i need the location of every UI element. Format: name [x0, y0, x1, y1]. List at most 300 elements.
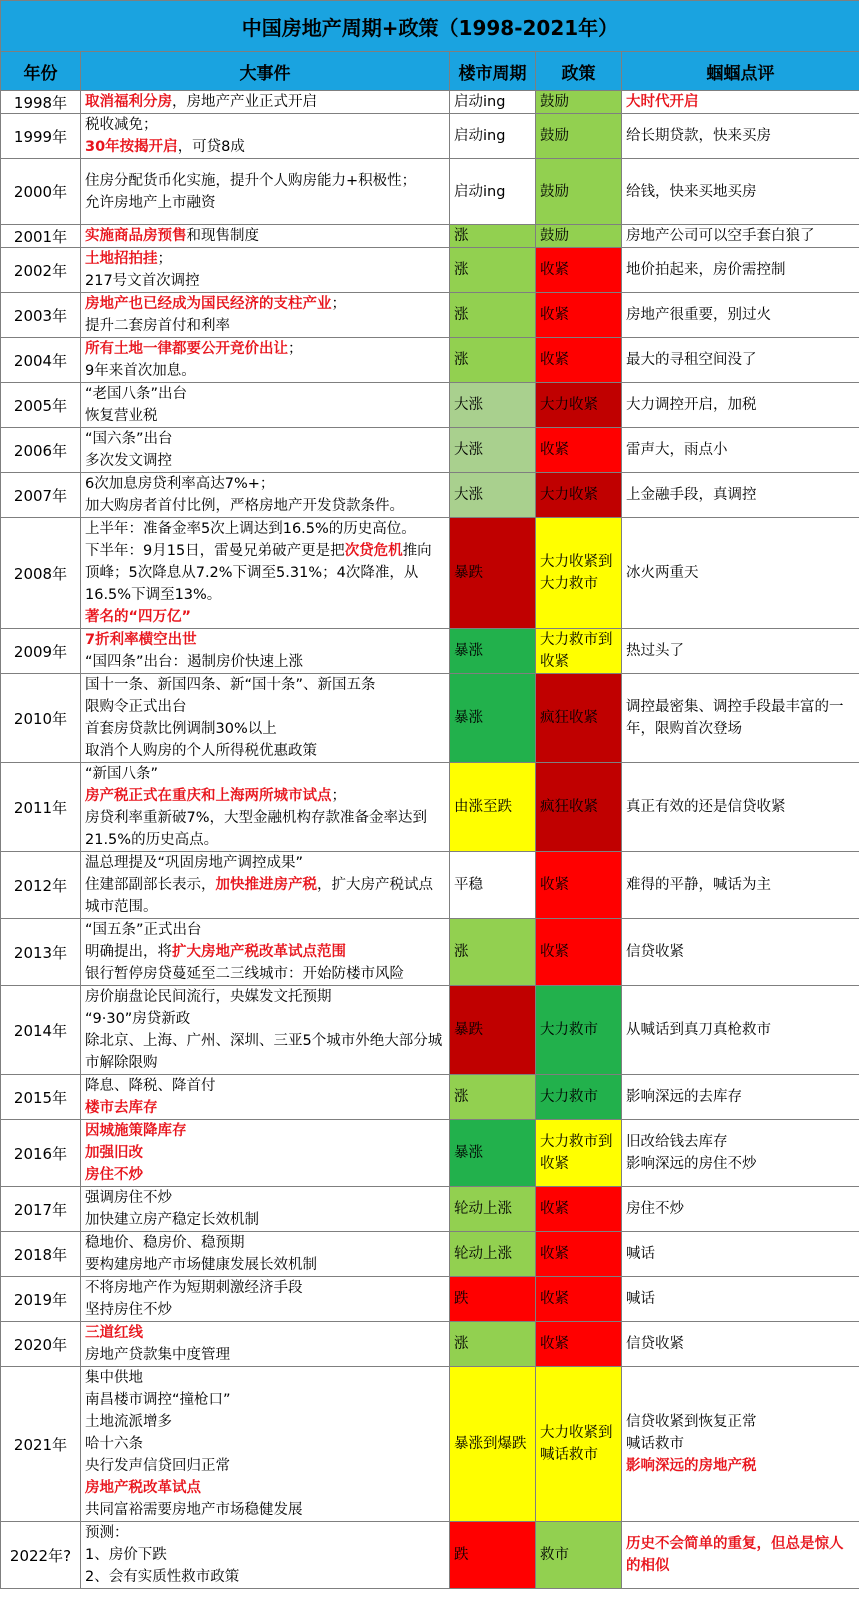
highlight-text: 历史不会简单的重复，但总是惊人的相似: [626, 1536, 844, 1574]
events-cell: [81, 473, 450, 518]
event-line: [85, 763, 445, 785]
text-segment: 房地产公司可以空手套白狼了: [626, 228, 815, 244]
text-segment: “国六条”出台: [85, 431, 173, 447]
comment-cell: [622, 225, 859, 248]
table-row: [1, 629, 859, 674]
table-row: [1, 91, 859, 114]
policy-cell: 疯狂收紧: [536, 763, 622, 852]
comment-line: [626, 1411, 855, 1433]
event-line: [85, 919, 445, 941]
event-line: [85, 740, 445, 762]
comment-line: [626, 181, 855, 203]
events-cell: [81, 1522, 450, 1589]
text-segment: 冰火两重天: [626, 565, 699, 581]
event-line: [85, 248, 445, 270]
policy-cell: 收紧: [536, 293, 622, 338]
event-line: [85, 360, 445, 382]
text-segment: 降息、降税、降首付: [85, 1078, 216, 1094]
comment-cell: [622, 91, 859, 114]
year-cell: 2019年: [1, 1277, 81, 1322]
cycle-cell: 涨: [450, 225, 536, 248]
event-line: [85, 170, 445, 192]
event-line: [85, 1322, 445, 1344]
event-line: [85, 428, 445, 450]
cycle-cell: 涨: [450, 293, 536, 338]
comment-cell: [622, 473, 859, 518]
text-segment: 银行暂停房贷蔓延至二三线城市：开始防楼市风险: [85, 966, 404, 982]
text-segment: ；: [288, 341, 303, 357]
year-cell: 2018年: [1, 1232, 81, 1277]
header-year: 年份: [1, 52, 81, 91]
policy-cell: 大力收紧: [536, 383, 622, 428]
events-cell: [81, 629, 450, 674]
text-segment: 加快建立房产稳定长效机制: [85, 1212, 259, 1228]
events-cell: [81, 919, 450, 986]
cycle-cell: 暴跌: [450, 518, 536, 629]
events-cell: [81, 428, 450, 473]
text-segment: 从喊话到真刀真枪救市: [626, 1022, 771, 1038]
event-line: [85, 114, 445, 136]
comment-line: [626, 796, 855, 818]
text-segment: 恢复营业税: [85, 408, 158, 424]
event-line: [85, 874, 445, 918]
policy-cell: 收紧: [536, 248, 622, 293]
text-segment: 强调房住不炒: [85, 1190, 172, 1206]
comment-cell: [622, 1367, 859, 1522]
comment-cell: [622, 1277, 859, 1322]
text-segment: 明确提出，将: [85, 944, 172, 960]
text-segment: 给长期贷款，快来买房: [626, 128, 771, 144]
table-row: [1, 293, 859, 338]
year-cell: 1998年: [1, 91, 81, 114]
text-segment: 下半年：9月15日，雷曼兄弟破产更是把: [85, 543, 345, 559]
highlight-text: 次贷危机: [344, 543, 403, 559]
policy-cell: 大力救市: [536, 986, 622, 1075]
text-segment: 和现售制度: [186, 228, 259, 244]
year-cell: 2005年: [1, 383, 81, 428]
text-segment: 地价拍起来，房价需控制: [626, 262, 786, 278]
table-row: [1, 383, 859, 428]
year-cell: 2015年: [1, 1075, 81, 1120]
cycle-cell: 轮动上涨: [450, 1232, 536, 1277]
year-cell: 2001年: [1, 225, 81, 248]
text-segment: 真正有效的还是信贷收紧: [626, 799, 786, 815]
header-policy: 政策: [536, 52, 622, 91]
year-cell: 1999年: [1, 114, 81, 159]
comment-line: [626, 1131, 855, 1153]
header-comment: 蝈蝈点评: [622, 52, 859, 91]
event-line: [85, 1455, 445, 1477]
event-line: [85, 1008, 445, 1030]
event-line: [85, 1566, 445, 1588]
text-segment: 难得的平静，喊话为主: [626, 877, 771, 893]
table-row: [1, 852, 859, 919]
year-cell: 2011年: [1, 763, 81, 852]
highlight-text: 7折利率横空出世: [85, 632, 197, 648]
text-segment: 房住不炒: [626, 1201, 684, 1217]
text-segment: “国四条”出台：遏制房价快速上涨: [85, 654, 304, 670]
highlight-text: 房地产也已经成为国民经济的支柱产业: [85, 296, 332, 312]
table-row: [1, 1075, 859, 1120]
text-segment: 1、房价下跌: [85, 1547, 167, 1563]
comment-cell: [622, 919, 859, 986]
policy-cell: 大力救市: [536, 1075, 622, 1120]
comment-line: [626, 91, 855, 113]
comment-line: [626, 1086, 855, 1108]
event-line: [85, 540, 445, 606]
policy-cell: 收紧: [536, 1322, 622, 1367]
comment-line: [626, 874, 855, 896]
year-cell: 2006年: [1, 428, 81, 473]
text-segment: 房地产贷款集中度管理: [85, 1347, 230, 1363]
events-cell: [81, 248, 450, 293]
table-row: [1, 518, 859, 629]
cycle-cell: 大涨: [450, 473, 536, 518]
text-segment: 大力调控开启，加税: [626, 397, 757, 413]
cycle-cell: 由涨至跌: [450, 763, 536, 852]
table-row: [1, 1120, 859, 1187]
table-row: [1, 986, 859, 1075]
policy-cell: 疯狂收紧: [536, 674, 622, 763]
events-cell: [81, 674, 450, 763]
comment-line: [626, 259, 855, 281]
comment-line: [626, 1019, 855, 1041]
comment-cell: [622, 1187, 859, 1232]
comment-cell: [622, 114, 859, 159]
cycle-cell: 启动ing: [450, 91, 536, 114]
cycle-cell: 启动ing: [450, 159, 536, 225]
text-segment: 多次发文调控: [85, 453, 172, 469]
text-segment: 共同富裕需要房地产市场稳健发展: [85, 1502, 303, 1518]
event-line: [85, 629, 445, 651]
policy-cell: 大力救市到收紧: [536, 629, 622, 674]
highlight-text: 加强旧改: [85, 1145, 143, 1161]
cycle-cell: 大涨: [450, 428, 536, 473]
highlight-text: 著名的“四万亿”: [85, 609, 192, 625]
cycle-cell: 涨: [450, 1322, 536, 1367]
highlight-text: 扩大房地产税改革试点范围: [172, 944, 346, 960]
events-cell: [81, 1075, 450, 1120]
comment-cell: [622, 1522, 859, 1589]
table-row: [1, 1187, 859, 1232]
text-segment: ；: [157, 251, 172, 267]
event-line: [85, 270, 445, 292]
table-row: [1, 1367, 859, 1522]
year-cell: 2022年?: [1, 1522, 81, 1589]
table-row: [1, 919, 859, 986]
year-cell: 2003年: [1, 293, 81, 338]
table-row: [1, 1277, 859, 1322]
cycle-cell: 大涨: [450, 383, 536, 428]
event-line: [85, 1389, 445, 1411]
comment-cell: [622, 518, 859, 629]
table-row: [1, 114, 859, 159]
policy-cell: 收紧: [536, 1277, 622, 1322]
text-segment: 不将房地产作为短期刺激经济手段: [85, 1280, 303, 1296]
text-segment: 喊话: [626, 1246, 655, 1262]
event-line: [85, 674, 445, 696]
year-cell: 2013年: [1, 919, 81, 986]
highlight-text: 房地产税改革试点: [85, 1480, 201, 1496]
table-row: [1, 225, 859, 248]
highlight-text: 土地招拍挂: [85, 251, 158, 267]
table-row: [1, 428, 859, 473]
table-body: [1, 91, 859, 1589]
year-cell: 2016年: [1, 1120, 81, 1187]
event-line: [85, 1522, 445, 1544]
policy-cell: 收紧: [536, 919, 622, 986]
policy-cell: 救市: [536, 1522, 622, 1589]
event-line: [85, 91, 445, 113]
text-segment: 9年来首次加息。: [85, 363, 196, 379]
event-line: [85, 1411, 445, 1433]
table-row: [1, 674, 859, 763]
text-segment: 限购令正式出台: [85, 699, 187, 715]
comment-line: [626, 1243, 855, 1265]
table-row: [1, 248, 859, 293]
text-segment: 217号文首次调控: [85, 273, 200, 289]
highlight-text: 30年按揭开启: [85, 139, 178, 155]
comment-cell: [622, 338, 859, 383]
comment-line: [626, 125, 855, 147]
text-segment: 取消个人购房的个人所得税优惠政策: [85, 743, 317, 759]
highlight-text: 大时代开启: [626, 94, 699, 110]
highlight-text: 因城施策降库存: [85, 1123, 187, 1139]
event-line: [85, 293, 445, 315]
table-row: [1, 473, 859, 518]
events-cell: [81, 1187, 450, 1232]
event-line: [85, 1030, 445, 1074]
events-cell: [81, 225, 450, 248]
highlight-text: 三道红线: [85, 1325, 143, 1341]
events-cell: [81, 114, 450, 159]
text-segment: “新国八条”: [85, 766, 159, 782]
year-cell: 2012年: [1, 852, 81, 919]
text-segment: 信贷收紧到恢复正常: [626, 1414, 757, 1430]
cycle-cell: 涨: [450, 248, 536, 293]
highlight-text: 房住不炒: [85, 1167, 143, 1183]
policy-cell: 收紧: [536, 338, 622, 383]
event-line: [85, 1097, 445, 1119]
text-segment: ，可贷8成: [177, 139, 245, 155]
events-cell: [81, 293, 450, 338]
event-line: [85, 1433, 445, 1455]
event-line: [85, 1477, 445, 1499]
cycle-cell: 跌: [450, 1277, 536, 1322]
text-segment: 稳地价、稳房价、稳预期: [85, 1235, 245, 1251]
event-line: [85, 606, 445, 628]
event-line: [85, 852, 445, 874]
comment-cell: [622, 293, 859, 338]
year-cell: 2020年: [1, 1322, 81, 1367]
text-segment: 雷声大，雨点小: [626, 442, 728, 458]
text-segment: 房贷利率重新破7%，大型金融机构存款准备金率达到21.5%的历史高点。: [85, 810, 428, 848]
comment-cell: [622, 248, 859, 293]
policy-cell: 大力收紧到喊话救市: [536, 1367, 622, 1522]
comment-cell: [622, 383, 859, 428]
year-cell: 2009年: [1, 629, 81, 674]
policy-cell: 大力收紧到大力救市: [536, 518, 622, 629]
event-line: [85, 473, 445, 495]
event-line: [85, 941, 445, 963]
event-line: [85, 1232, 445, 1254]
events-cell: [81, 986, 450, 1075]
comment-cell: [622, 1232, 859, 1277]
text-segment: ；: [331, 788, 346, 804]
events-cell: [81, 91, 450, 114]
events-cell: [81, 1277, 450, 1322]
comment-line: [626, 696, 855, 740]
comment-cell: [622, 1075, 859, 1120]
policy-cell: 收紧: [536, 852, 622, 919]
event-line: [85, 1120, 445, 1142]
events-cell: [81, 383, 450, 428]
event-line: [85, 986, 445, 1008]
cycle-cell: 暴涨到爆跌: [450, 1367, 536, 1522]
event-line: [85, 1299, 445, 1321]
table-row: [1, 338, 859, 383]
text-segment: 温总理提及“巩固房地产调控成果”: [85, 855, 304, 871]
year-cell: 2021年: [1, 1367, 81, 1522]
event-line: [85, 383, 445, 405]
text-segment: “9·30”房贷新政: [85, 1011, 191, 1027]
event-line: [85, 1499, 445, 1521]
comment-cell: [622, 428, 859, 473]
comment-cell: [622, 1120, 859, 1187]
year-cell: 2017年: [1, 1187, 81, 1232]
event-line: [85, 450, 445, 472]
highlight-text: 加快推进房产税: [215, 877, 317, 893]
cycle-cell: 轮动上涨: [450, 1187, 536, 1232]
comment-line: [626, 941, 855, 963]
text-segment: 土地流派增多: [85, 1414, 172, 1430]
comment-cell: [622, 986, 859, 1075]
text-segment: 房价崩盘论民间流行，央媒发文托预期: [85, 989, 332, 1005]
cycle-cell: 暴涨: [450, 1120, 536, 1187]
table-row: [1, 763, 859, 852]
text-segment: 税收减免；: [85, 117, 158, 133]
event-line: [85, 1544, 445, 1566]
text-segment: ；: [331, 296, 346, 312]
comment-line: [626, 225, 855, 247]
text-segment: ，扩大房产税试点城市范围。: [85, 877, 433, 915]
events-cell: [81, 159, 450, 225]
events-cell: [81, 518, 450, 629]
event-line: [85, 718, 445, 740]
text-segment: 哈十六条: [85, 1436, 143, 1452]
cycle-cell: 跌: [450, 1522, 536, 1589]
comment-line: [626, 1455, 855, 1477]
event-line: [85, 1075, 445, 1097]
year-cell: 2004年: [1, 338, 81, 383]
text-segment: 预测：: [85, 1525, 129, 1541]
events-cell: [81, 1322, 450, 1367]
text-segment: ，房地产产业正式开启: [172, 94, 317, 110]
comment-line: [626, 1433, 855, 1455]
policy-cell: 收紧: [536, 1232, 622, 1277]
table-row: [1, 1522, 859, 1589]
text-segment: 加大购房者首付比例，严格房地产开发贷款条件。: [85, 498, 404, 514]
header-events: 大事件: [81, 52, 450, 91]
text-segment: 上金融手段，真调控: [626, 487, 757, 503]
text-segment: 央行发声信贷回归正常: [85, 1458, 230, 1474]
cycle-cell: 启动ing: [450, 114, 536, 159]
events-cell: [81, 1232, 450, 1277]
event-line: [85, 1254, 445, 1276]
text-segment: 喊话救市: [626, 1436, 684, 1452]
header-cycle: 楼市周期: [450, 52, 536, 91]
text-segment: 允许房地产上市融资: [85, 194, 216, 211]
event-line: [85, 518, 445, 540]
text-segment: 2、会有实质性救市政策: [85, 1569, 240, 1585]
event-line: [85, 696, 445, 718]
comment-line: [626, 640, 855, 662]
policy-cell: 鼓励: [536, 91, 622, 114]
table-row: [1, 1232, 859, 1277]
text-segment: 旧改给钱去库存: [626, 1134, 728, 1150]
comment-cell: [622, 629, 859, 674]
text-segment: 住建部副部长表示，: [85, 877, 216, 893]
text-segment: 给钱，快来买地买房: [626, 183, 757, 200]
comment-line: [626, 349, 855, 371]
event-line: [85, 136, 445, 158]
comment-line: [626, 1533, 855, 1577]
policy-cell: 收紧: [536, 1187, 622, 1232]
text-segment: 信贷收紧: [626, 1336, 684, 1352]
year-cell: 2014年: [1, 986, 81, 1075]
text-segment: 房地产很重要，别过火: [626, 307, 771, 323]
cycle-cell: 涨: [450, 919, 536, 986]
policy-cell: 收紧: [536, 428, 622, 473]
cycle-cell: 涨: [450, 1075, 536, 1120]
text-segment: 信贷收紧: [626, 944, 684, 960]
comment-line: [626, 562, 855, 584]
text-segment: 南昌楼市调控“撞枪口”: [85, 1392, 231, 1408]
year-cell: 2002年: [1, 248, 81, 293]
event-line: [85, 225, 445, 247]
event-line: [85, 1367, 445, 1389]
text-segment: 调控最密集、调控手段最丰富的一年，限购首次登场: [626, 699, 844, 737]
year-cell: 2010年: [1, 674, 81, 763]
events-cell: [81, 338, 450, 383]
comment-line: [626, 1288, 855, 1310]
comment-line: [626, 1198, 855, 1220]
event-line: [85, 963, 445, 985]
events-cell: [81, 763, 450, 852]
event-line: [85, 651, 445, 673]
event-line: [85, 1187, 445, 1209]
text-segment: “老国八条”出台: [85, 386, 188, 402]
policy-cell: 大力救市到收紧: [536, 1120, 622, 1187]
text-segment: 集中供地: [85, 1370, 143, 1386]
text-segment: 推向顶峰；5次降息从7.2%下调至5.31%；4次降准，从16.5%下调至13%。: [85, 543, 432, 603]
policy-cell: 鼓励: [536, 114, 622, 159]
event-line: [85, 1277, 445, 1299]
table-row: [1, 159, 859, 225]
events-cell: [81, 1120, 450, 1187]
comment-line: [626, 394, 855, 416]
highlight-text: 影响深远的房地产税: [626, 1458, 757, 1474]
comment-line: [626, 439, 855, 461]
comment-cell: [622, 159, 859, 225]
text-segment: 最大的寻租空间没了: [626, 352, 757, 368]
highlight-text: 房产税正式在重庆和上海两所城市试点: [85, 788, 332, 804]
year-cell: 2000年: [1, 159, 81, 225]
text-segment: 影响深远的去库存: [626, 1089, 742, 1105]
text-segment: 热过头了: [626, 643, 684, 659]
cycle-cell: 平稳: [450, 852, 536, 919]
event-line: [85, 192, 445, 214]
